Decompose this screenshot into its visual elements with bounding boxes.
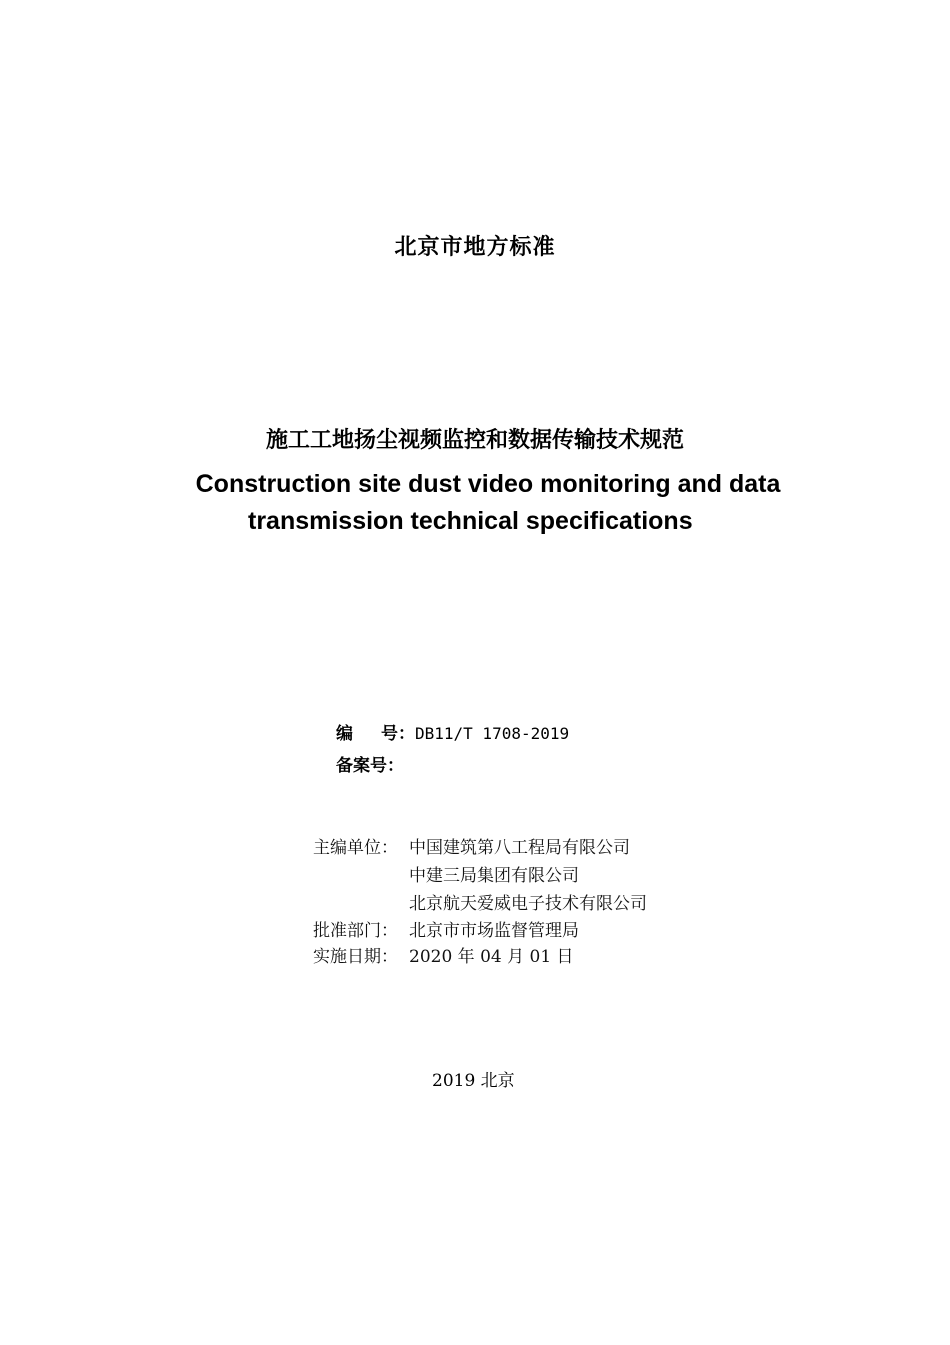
approval-department-label: 批准部门：	[313, 921, 398, 941]
publication-year-place: 2019 北京	[432, 1071, 515, 1091]
effective-date-label: 实施日期：	[313, 947, 398, 967]
filing-number-row	[336, 751, 404, 776]
editor-unit-2: 中建三局集团有限公司	[409, 866, 579, 886]
effective-date-value: 2020 年 04 月 01 日	[409, 947, 574, 967]
approval-department-row	[313, 916, 579, 941]
editor-unit-row	[313, 833, 630, 858]
editor-unit-3: 北京航天爱威电子技术有限公司	[409, 894, 647, 914]
filing-number-label: 备案号：	[336, 756, 404, 776]
effective-date-row	[313, 942, 574, 967]
standard-code-label: 编 号：	[336, 724, 415, 744]
approval-department-value: 北京市市场监督管理局	[409, 921, 579, 941]
standard-type-heading: 北京市地方标准	[394, 235, 556, 260]
editor-unit-1: 中国建筑第八工程局有限公司	[409, 838, 630, 858]
standard-code-row	[336, 719, 569, 744]
title-english-line-2: transmission technical specifications	[248, 507, 693, 535]
editor-unit-label: 主编单位：	[313, 838, 398, 858]
standard-code-value: DB11/T 1708-2019	[415, 724, 570, 743]
title-english-line-1: Construction site dust video monitoring and data	[195, 470, 781, 498]
title-chinese: 施工工地扬尘视频监控和数据传输技术规范	[265, 428, 684, 453]
